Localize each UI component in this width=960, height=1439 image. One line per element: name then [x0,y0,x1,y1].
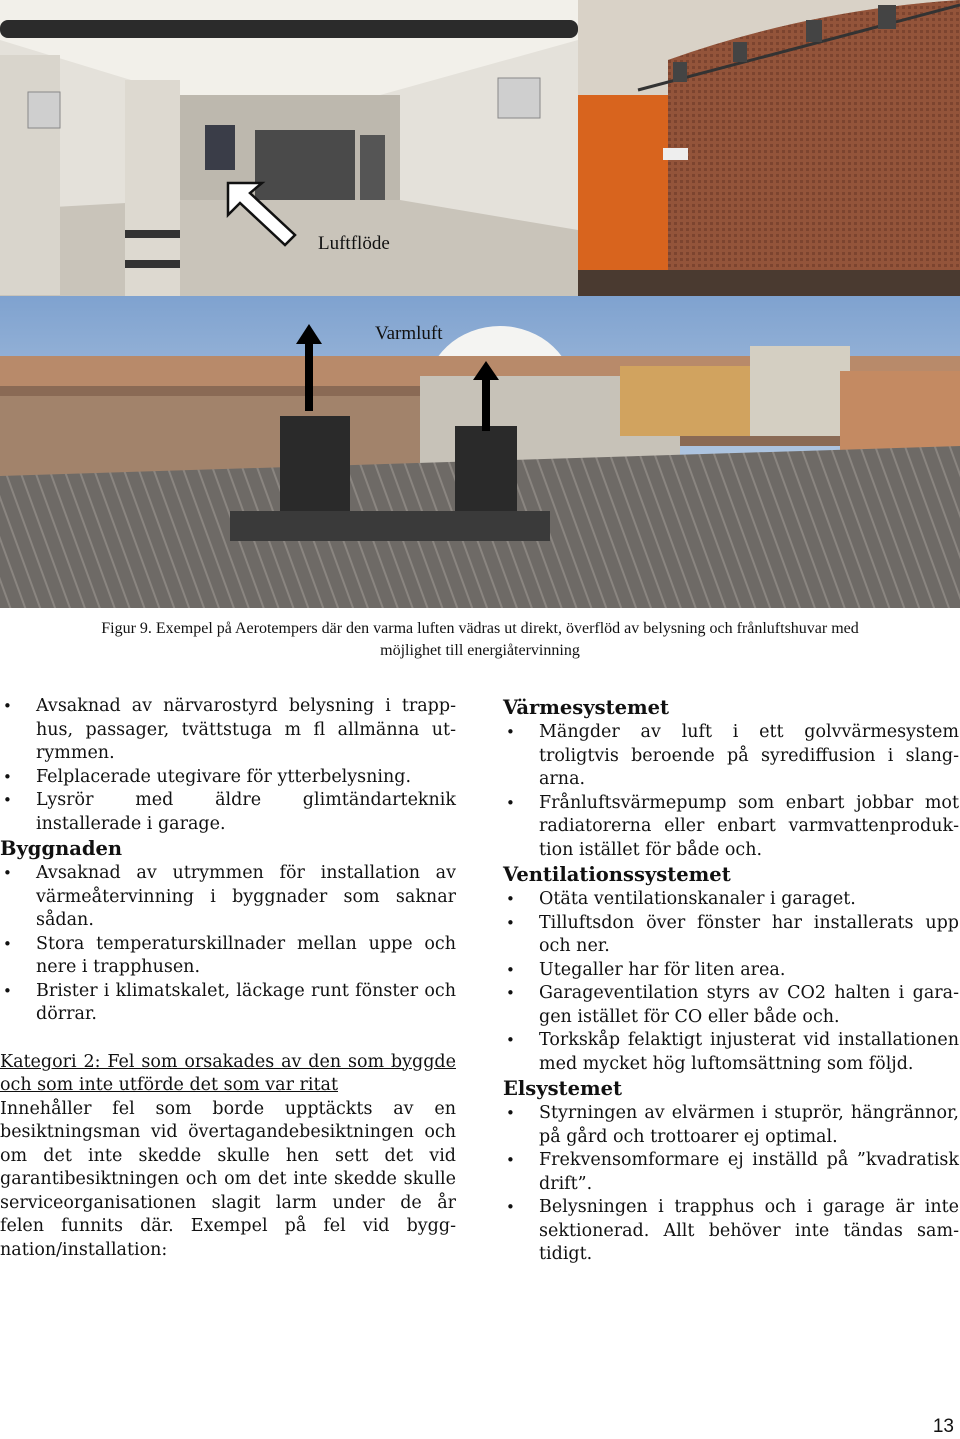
byggnaden-heading: Byggnaden [0,837,123,860]
elsystemet-heading: Elsystemet [503,1077,623,1100]
list-item: • Brister i klimatskalet, läckage runt fönster och dörrar. [0,980,456,1027]
right-column [503,695,959,1267]
list-item: • Mängder av luft i ett golvvärmesystem troligtvis beroende på syrediffusion i slangarna. [503,721,959,792]
list-item: • Avsaknad av utrymmen för installation av värmeåtervinning i byggnader som saknar sådan. [0,862,456,933]
page-number: 13 [932,1416,954,1437]
list-item: • Frånluftsvärmepump som enbart jobbar mot radiatorerna eller enbart varmvattenproduktion istället för både och. [503,792,959,863]
varmesystemet-list [503,721,959,862]
corridor-photo [578,0,960,296]
byggnaden-list [0,862,456,1027]
list-item: • Frekvensomformare ej inställd på ”kvadratisk drift”. [503,1149,959,1196]
list-item: • Avsaknad av närvarostyrd belysning i trapphus, passager, tvättstuga m fl allmänna utrymmen. [0,695,456,766]
ventilation-list [503,888,959,1076]
rooftop-photo [0,296,960,608]
caption-line-1: Figur 9. Exempel på Aerotempers där den varma luften vädras ut direkt, överflöd av belysning och frånluftshuvar med [101,620,859,637]
kategori-heading: Kategori 2: Fel som orsakades av den som byggde och som inte utförde det som var ritat [0,1051,456,1095]
list-item: • Torkskåp felaktigt injusterat vid installationen med mycket hög luftomsättning som följd. [503,1029,959,1076]
list-item: • Stora temperaturskillnader mellan uppe och nere i trapphusen. [0,933,456,980]
garage-photo [0,0,578,296]
list-item: • Otäta ventilationskanaler i garaget. [503,888,959,912]
list-item: • Felplacerade utegivare för ytterbelysning. [0,766,456,790]
varmesystemet-heading: Värmesystemet [503,696,670,719]
caption-line-2: möjlighet till energiåtervinning [380,642,580,659]
figure-caption [0,618,960,662]
list-item: • Tilluftsdon över fönster har installerats upp och ner. [503,912,959,959]
warm-air-label: Varmluft [375,323,443,344]
airflow-label: Luftflöde [318,233,390,254]
list-item: • Utegaller har för liten area. [503,959,959,983]
list-item: • Lysrör med äldre glimtändarteknik installerade i garage. [0,789,456,836]
left-column [0,695,456,1262]
elsystemet-list [503,1102,959,1267]
kategori-text: Innehåller fel som borde upptäckts av en besiktningsman vid övertagandebesiktningen och om det inte skedde skulle hen sett det vid garantibesiktningen och om det inte skedde skulle serviceorganisationen slagit larm under de år felen funnits där. Exempel på fel vid byggnation/installation: [0,1098,456,1260]
list-item: • Styrningen av elvärmen i stuprör, hängrännor, på gård och trottoarer ej optimal. [503,1102,959,1149]
ventilation-heading: Ventilationssystemet [503,863,731,886]
list-item: • Garageventilation styrs av CO2 halten i garagen istället för CO eller både och. [503,982,959,1029]
intro-list [0,695,456,836]
list-item: • Belysningen i trapphus och i garage är inte sektionerad. Allt behöver inte tändas samtidigt. [503,1196,959,1267]
